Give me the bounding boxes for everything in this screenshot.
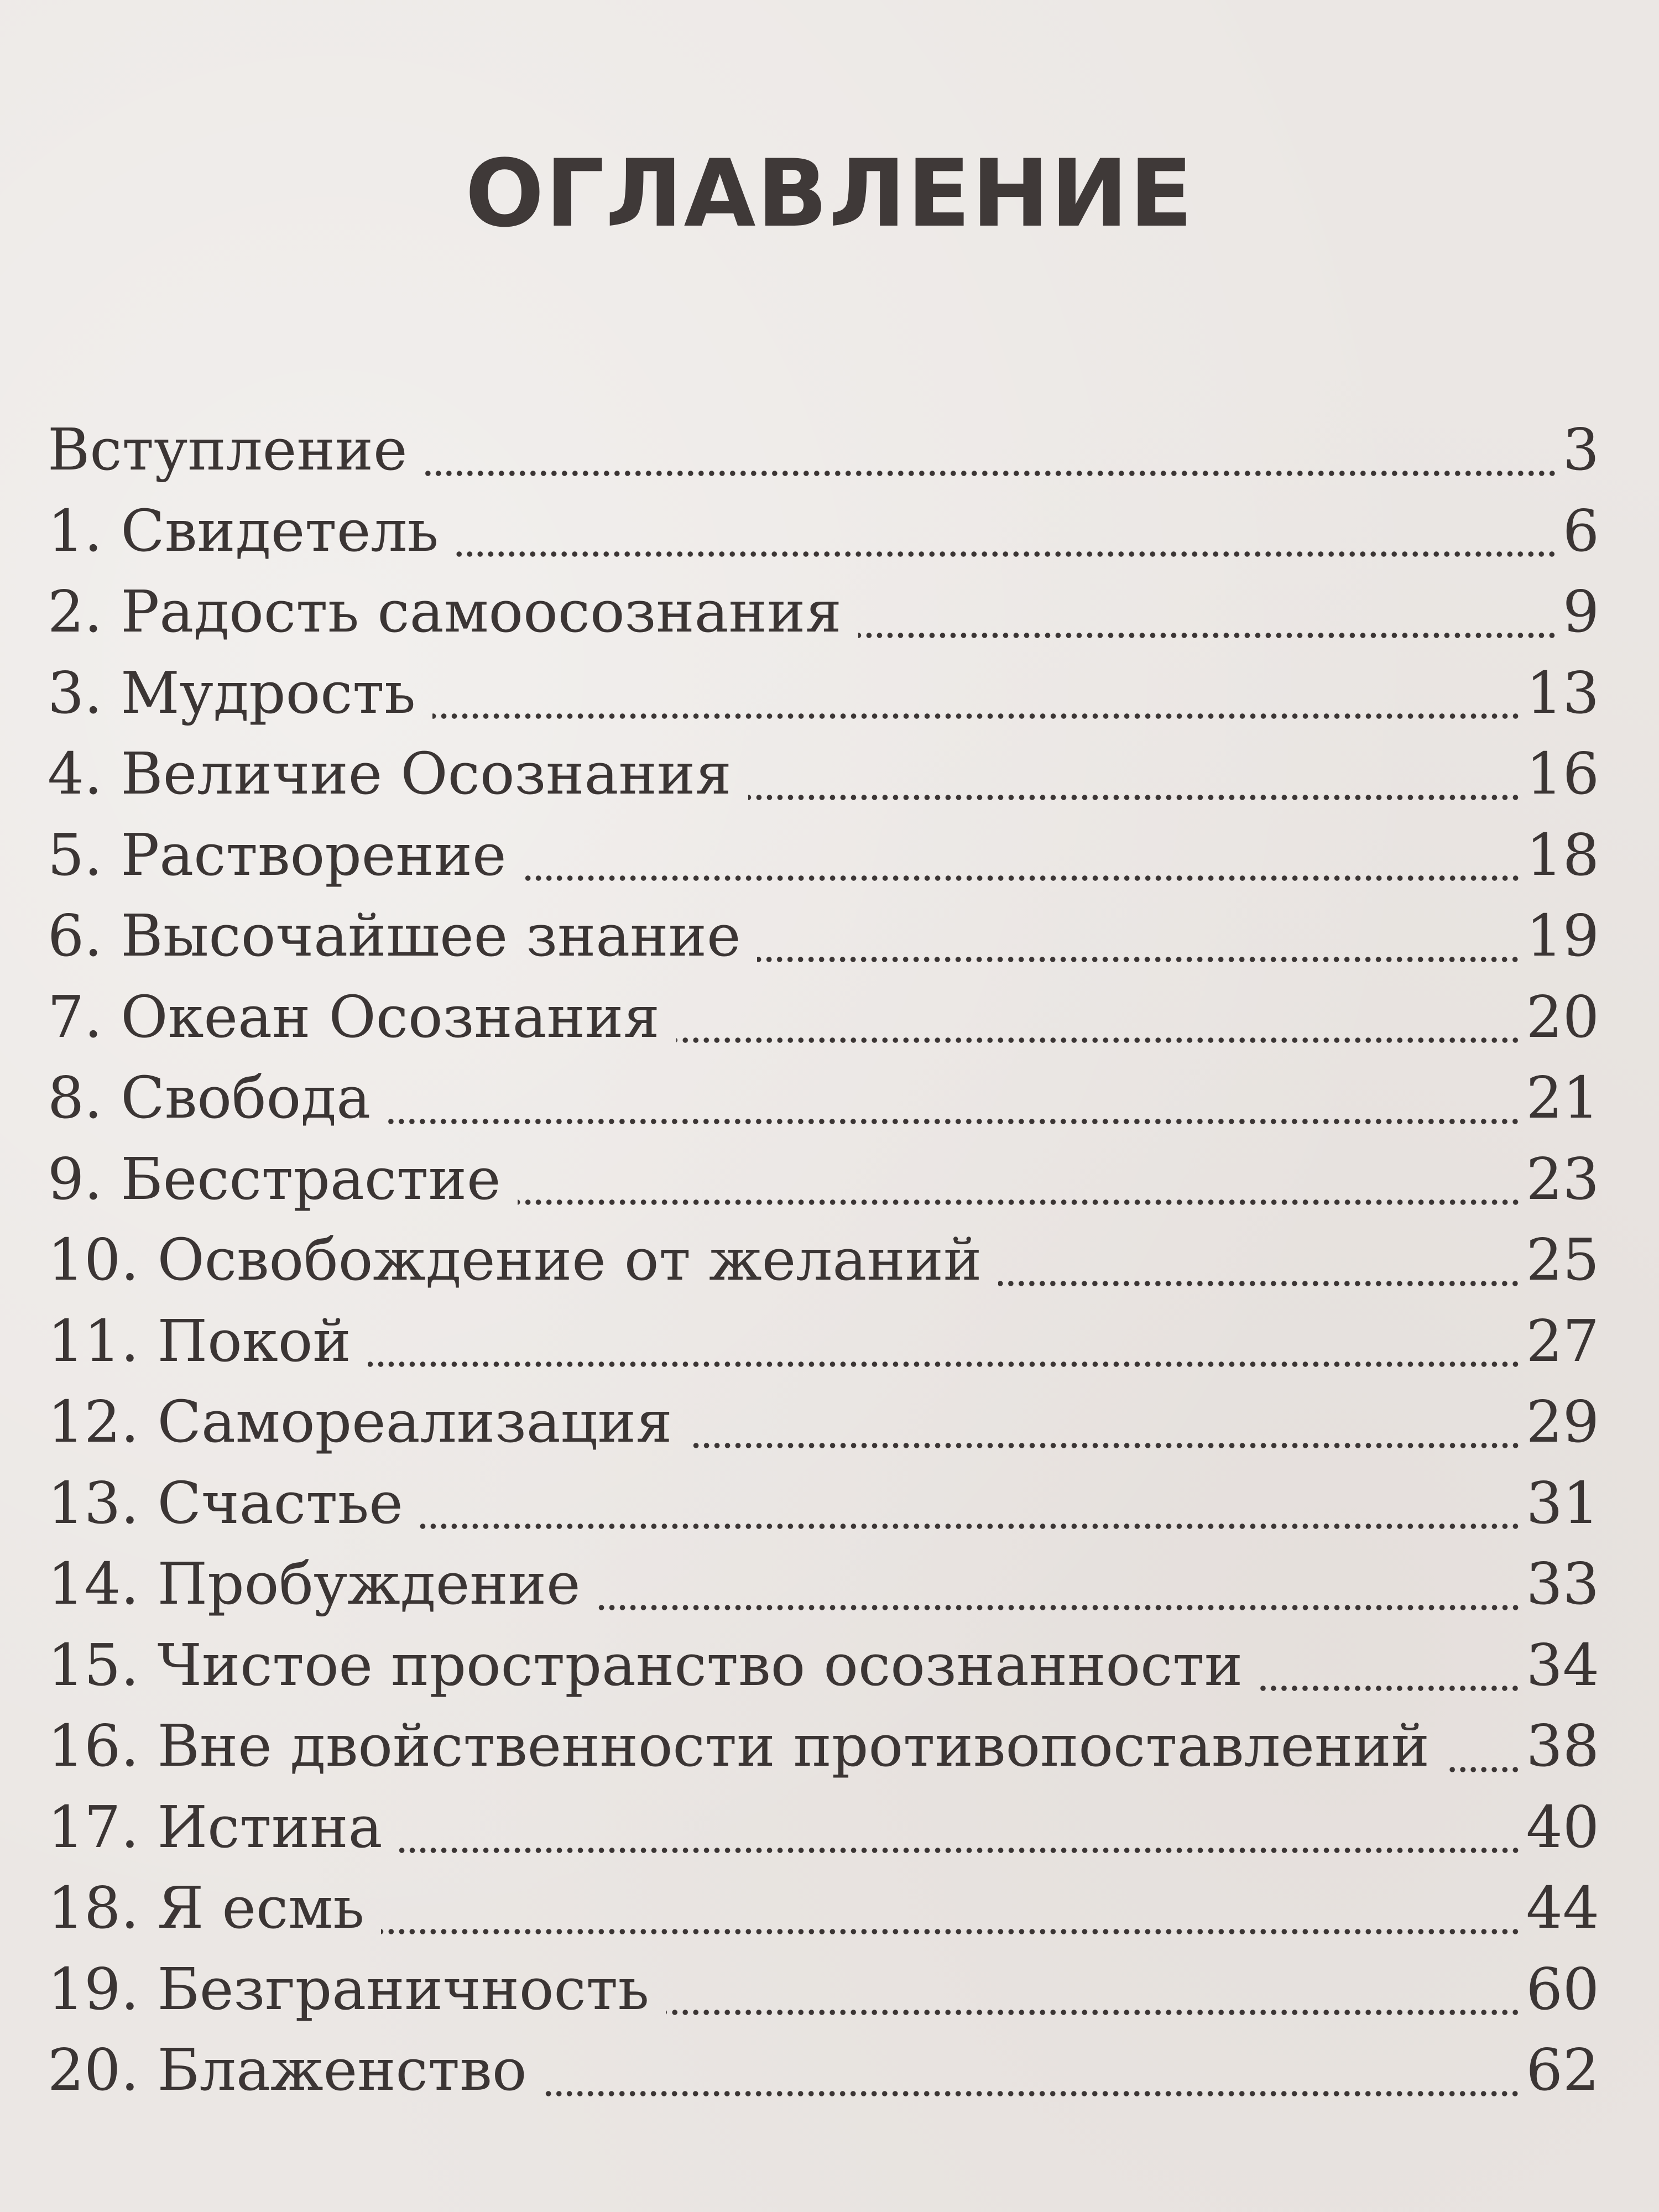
toc-entry-18 (48, 1867, 1599, 1949)
toc-entry-5 (48, 815, 1599, 896)
dot-leader (597, 1543, 1521, 1625)
toc-page-number: 31 (1526, 1469, 1599, 1537)
toc-entry-3 (48, 653, 1599, 734)
dot-leader (676, 977, 1521, 1058)
dot-leader (387, 1057, 1520, 1139)
dot-leader (455, 491, 1557, 572)
page-title: ОГЛАВЛЕНИЕ (465, 139, 1194, 248)
toc-entry-label: 11. Покой (48, 1307, 351, 1375)
dot-leader (666, 1949, 1521, 2030)
toc-page-number: 40 (1526, 1793, 1599, 1861)
toc-entry-label: 19. Безграничность (48, 1955, 649, 2023)
toc-entry-9 (48, 1139, 1599, 1220)
toc-entry-19 (48, 1949, 1599, 2030)
toc-page-number: 18 (1526, 821, 1599, 889)
toc-entry-label: 3. Мудрость (48, 659, 416, 727)
toc-entry-intro (48, 409, 1599, 491)
toc-entry-2 (48, 571, 1599, 653)
toc-entry-label: 4. Величие Осознания (48, 740, 732, 807)
toc-entry-7 (48, 977, 1599, 1058)
toc-page-number: 16 (1526, 740, 1599, 807)
toc-page-number: 29 (1526, 1388, 1599, 1455)
table-of-contents (48, 409, 1599, 2111)
toc-entry-20 (48, 2030, 1599, 2111)
toc-page-number: 9 (1562, 578, 1599, 645)
toc-entry-label: 20. Блаженство (48, 2036, 527, 2104)
toc-entry-label: 16. Вне двойственности противопоставлений (48, 1712, 1430, 1780)
toc-page-number: 27 (1526, 1307, 1599, 1375)
dot-leader (543, 2030, 1520, 2111)
dot-leader (748, 733, 1521, 815)
dot-leader (523, 815, 1521, 896)
toc-page-number: 60 (1526, 1955, 1599, 2023)
toc-entry-label: 15. Чистое пространство осознанности (48, 1631, 1243, 1699)
toc-page-number: 38 (1526, 1712, 1599, 1780)
toc-entry-17 (48, 1787, 1599, 1868)
toc-page-number: 20 (1526, 983, 1599, 1051)
dot-leader (757, 895, 1520, 977)
toc-page-number: 19 (1526, 902, 1599, 969)
toc-page-number: 13 (1526, 659, 1599, 727)
toc-page-number: 21 (1526, 1064, 1599, 1131)
dot-leader (432, 653, 1521, 734)
toc-page-number: 3 (1562, 416, 1599, 483)
toc-entry-label: 14. Пробуждение (48, 1550, 581, 1618)
toc-page-number: 62 (1526, 2036, 1599, 2104)
toc-page-number: 6 (1562, 497, 1599, 565)
toc-entry-15 (48, 1625, 1599, 1706)
toc-entry-10 (48, 1219, 1599, 1301)
toc-entry-label: 7. Океан Осознания (48, 983, 660, 1051)
dot-leader (518, 1139, 1521, 1220)
toc-page-number: 25 (1526, 1226, 1599, 1293)
toc-entry-label: 9. Бесстрастие (48, 1145, 501, 1213)
toc-page-number: 44 (1526, 1874, 1599, 1942)
dot-leader (420, 1463, 1521, 1544)
dot-leader (399, 1787, 1521, 1868)
toc-entry-label: 1. Свидетель (48, 497, 439, 565)
toc-entry-label: 18. Я есмь (48, 1874, 364, 1942)
toc-entry-16 (48, 1705, 1599, 1787)
dot-leader (368, 1301, 1521, 1382)
toc-entry-label: 13. Счастье (48, 1469, 403, 1537)
toc-entry-label: 6. Высочайшее знание (48, 902, 741, 969)
toc-entry-4 (48, 733, 1599, 815)
toc-entry-label: 8. Свобода (48, 1064, 371, 1131)
toc-entry-1 (48, 491, 1599, 572)
toc-page-number: 33 (1526, 1550, 1599, 1618)
dot-leader (858, 571, 1557, 653)
toc-entry-label: 5. Растворение (48, 821, 507, 889)
dot-leader (424, 409, 1557, 491)
toc-entry-13 (48, 1463, 1599, 1544)
toc-page-number: 23 (1526, 1145, 1599, 1213)
toc-entry-14 (48, 1543, 1599, 1625)
toc-entry-label: Вступление (48, 416, 408, 483)
dot-leader (1259, 1625, 1520, 1706)
dot-leader (689, 1381, 1521, 1463)
dot-leader (1446, 1705, 1521, 1787)
toc-entry-11 (48, 1301, 1599, 1382)
toc-entry-label: 12. Самореализация (48, 1388, 672, 1455)
toc-entry-label: 17. Истина (48, 1793, 383, 1861)
toc-entry-6 (48, 895, 1599, 977)
toc-entry-label: 10. Освобождение от желаний (48, 1226, 982, 1293)
toc-entry-8 (48, 1057, 1599, 1139)
toc-entry-12 (48, 1381, 1599, 1463)
dot-leader (381, 1867, 1521, 1949)
toc-page-number: 34 (1526, 1631, 1599, 1699)
dot-leader (998, 1219, 1520, 1301)
toc-entry-label: 2. Радость самоосознания (48, 578, 842, 645)
